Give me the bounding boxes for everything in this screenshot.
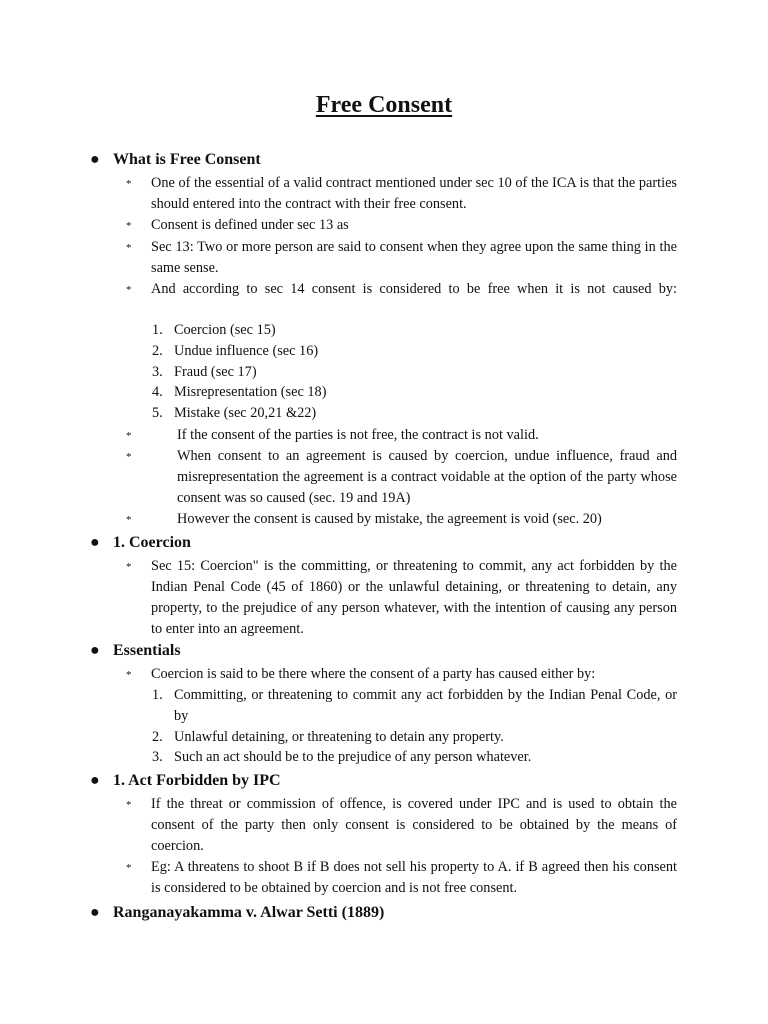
asterisk-bullet-icon: * — [126, 669, 132, 681]
asterisk-bullet-icon: * — [126, 514, 132, 526]
asterisk-bullet-icon: * — [126, 862, 132, 874]
asterisk-bullet-icon: * — [126, 799, 132, 811]
asterisk-bullet-icon: * — [126, 178, 132, 190]
asterisk-bullet-icon: * — [126, 284, 132, 296]
bullet-icon: ● — [90, 904, 100, 921]
bullet-icon: ● — [90, 151, 100, 168]
asterisk-bullet-icon: * — [126, 561, 132, 573]
document-page: Free Consent ● What is Free Consent * One of the essential of a valid contract mentioned under sec 10 of the ICA is that the parties should entered into the contract with their free consent. * Consent is defined under sec 13 as * Sec 13: Two or more person are said to consent when they agree upon the same thing in the same sense. * And according to sec 14 consent is considered to be free when it is not caused by: 1. Coercion (sec 15) 2. Undue influence (sec 16) 3. Fraud (sec 17) 4. Misrepresentation (sec 18) 5. Mistake (sec 20,21 &22) * If the consent of the parties is not free, the contract is not valid. * When consent to an agreement is caused by coercion, undue influence, fraud and misrepresentation the agreement is a contract voidable at the option of the party whose consent was so caused (sec. 19 and 19A) * However the consent is caused by mistake, the agreement is void (sec. 20) ● 1. Coercion * Sec 15: Coercion" is the committing, or threatening to commit, any act forbidden by the Indian Penal Code (45 of 1860) or the unlawful detaining, or threatening to detain, any property, to the prejudice of any person whatever, with the intention of causing any person to enter into an agreement. ● Essentials * Coercion is said to be there where the consent of a party has caused either by: 1. Committing, or threatening to commit any act forbidden by the Indian Penal Code, or by 2. Unlawful detaining, or threatening to detain any property. 3. Such an act should be to the prejudice of any person whatever. ● 1. Act Forbidden by IPC * If the threat or commission of offence, is covered under IPC and is used to obtain the consent of the party then only consent is considered to be obtained by the means of coercion. * Eg: A threatens to shoot B if B does not sell his property to A. if B agreed then his consent is considered to be obtained by coercion and is not free consent. ● Ranganayakamma v. Alwar Setti (1889) — [0, 0, 768, 1024]
asterisk-bullet-icon: * — [126, 242, 132, 254]
asterisk-bullet-icon: * — [126, 451, 132, 463]
bullet-icon: ● — [90, 534, 100, 551]
asterisk-bullet-icon: * — [126, 220, 132, 232]
page-title: Free Consent — [315, 92, 453, 118]
asterisk-bullet-icon: * — [126, 430, 132, 442]
bullet-icon: ● — [90, 642, 100, 659]
bullet-icon: ● — [90, 772, 100, 789]
